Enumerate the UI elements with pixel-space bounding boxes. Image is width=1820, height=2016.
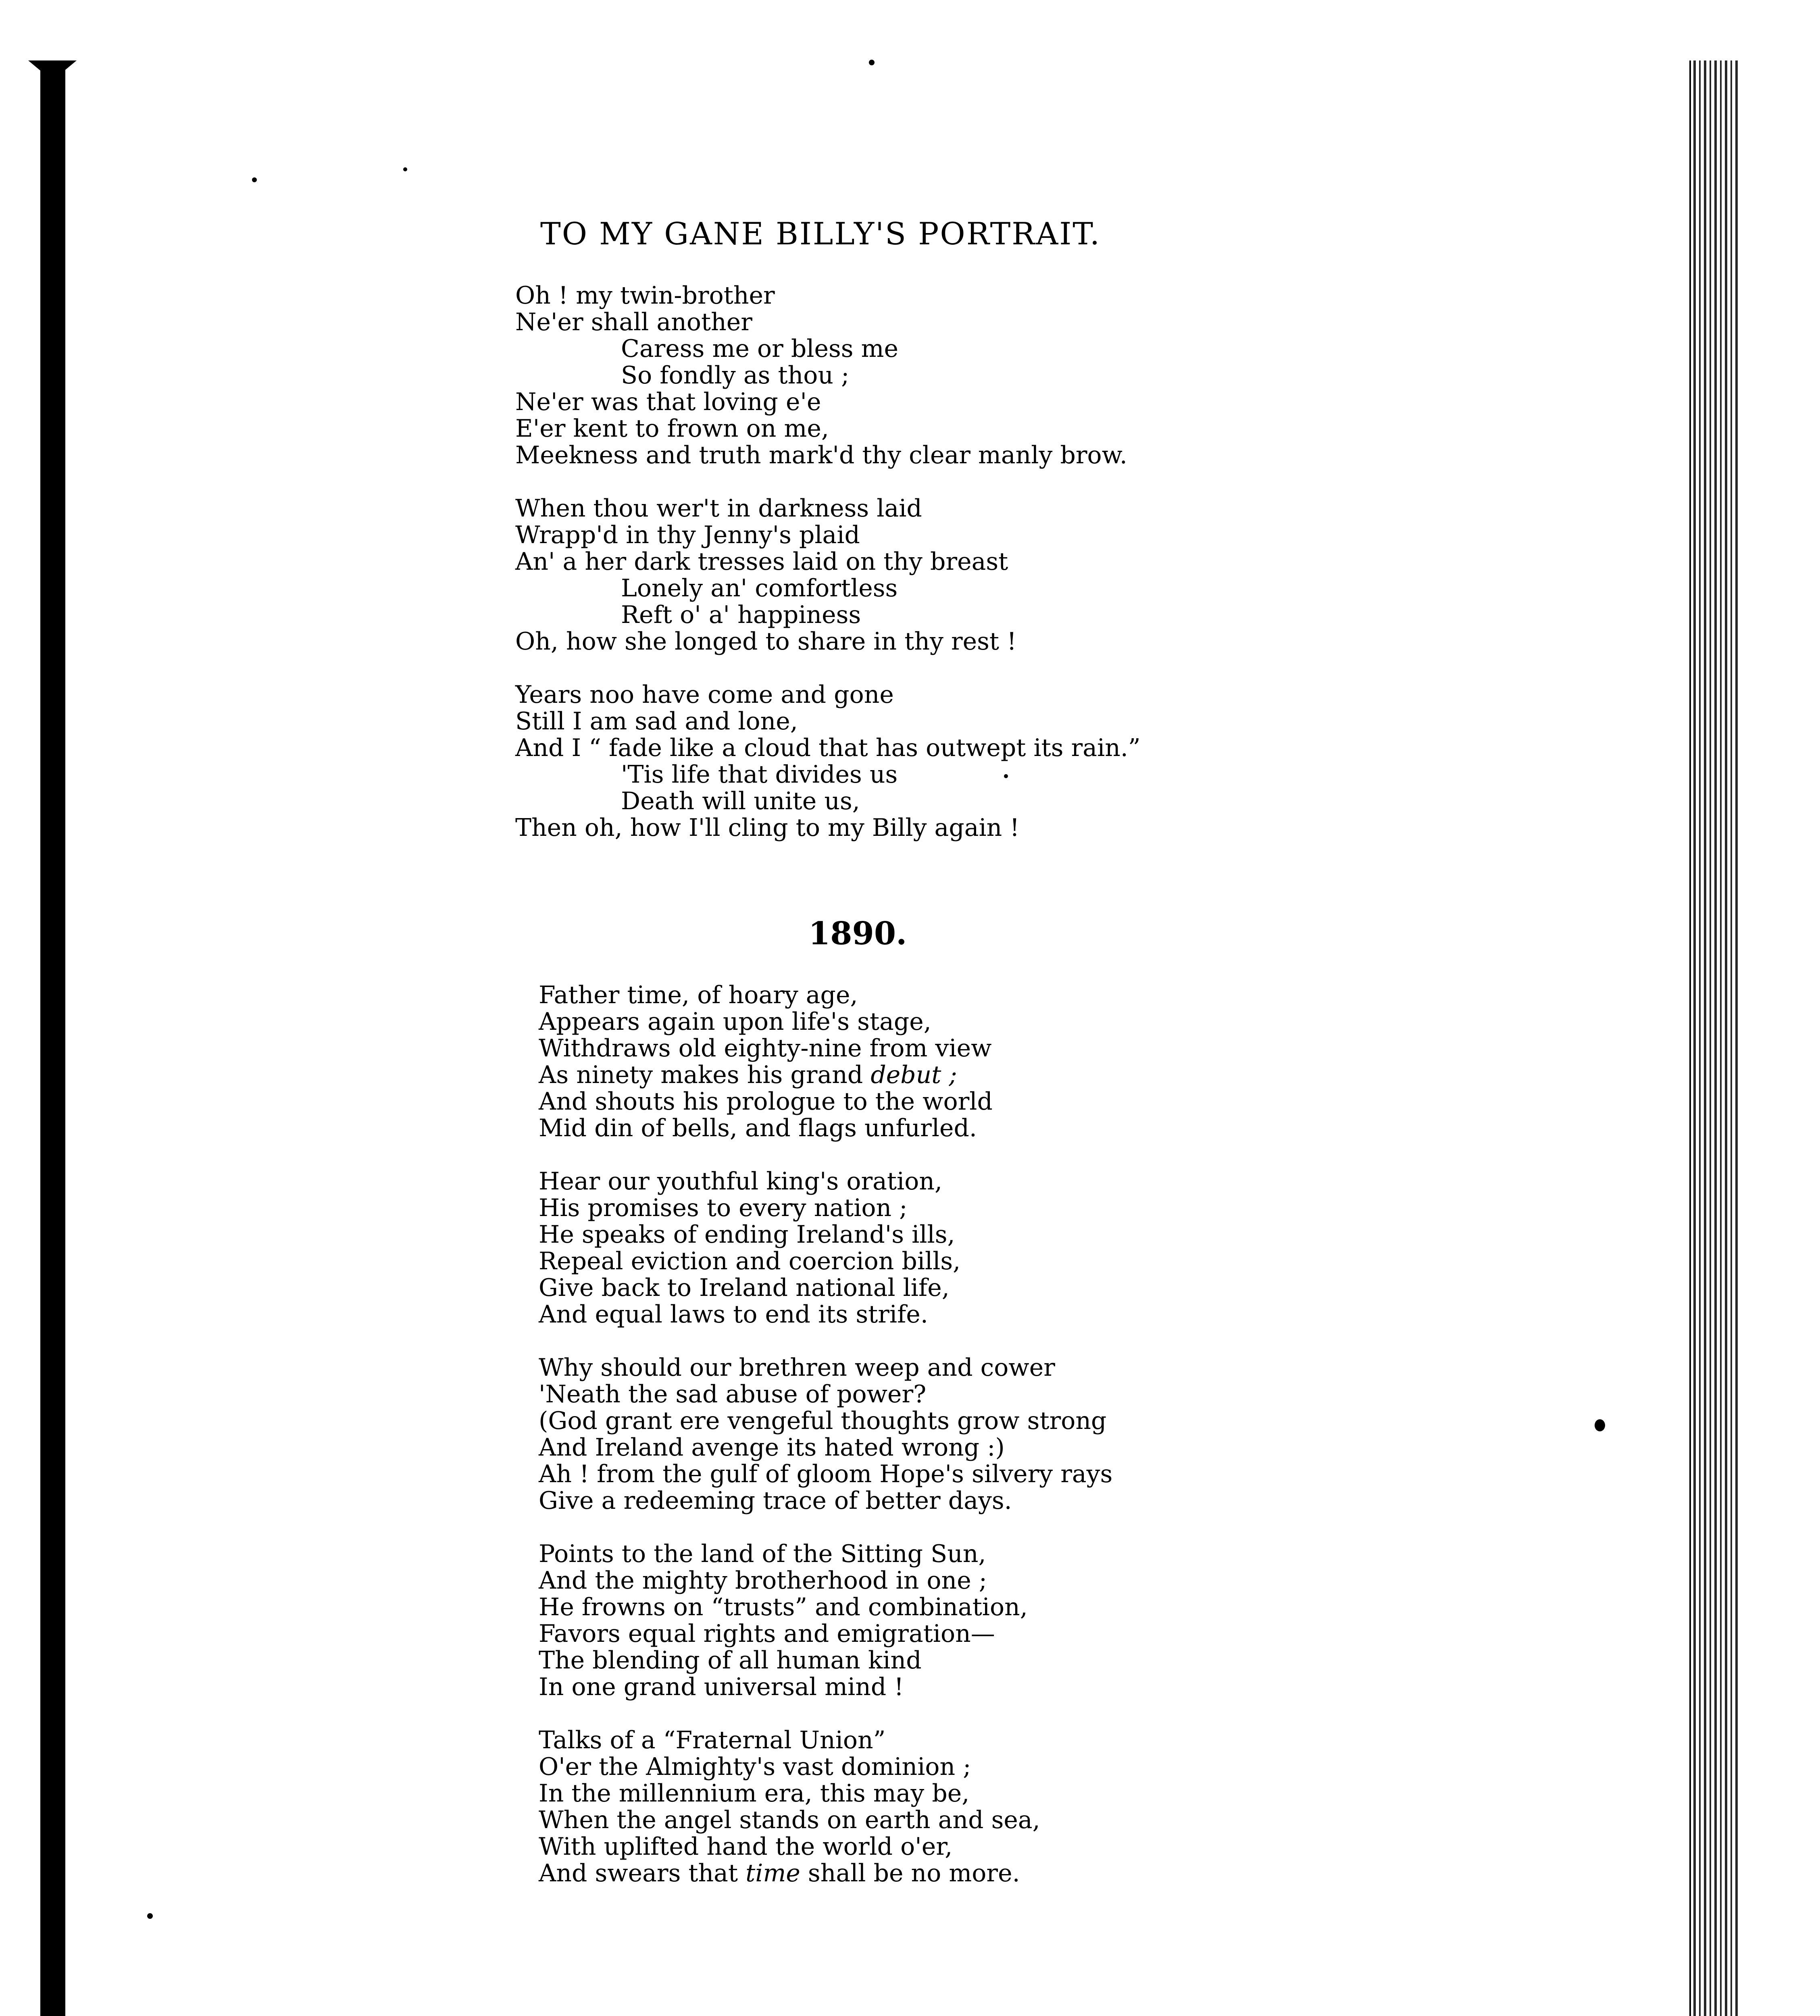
scan-speck — [869, 60, 875, 65]
poem-line-text: Reft o' a' happiness — [621, 601, 861, 629]
poem-line-text: Years noo have come and gone — [515, 681, 894, 709]
poem-title: 1890. — [808, 915, 907, 952]
poem-line-text: Ah ! from the gulf of gloom Hope's silvery rays — [539, 1460, 1113, 1488]
poem-line-text: Repeal eviction and coercion bills, — [539, 1247, 961, 1275]
poem-line-text: And shouts his prologue to the world — [539, 1087, 993, 1116]
poem-line-text: Points to the land of the Sitting Sun, — [539, 1540, 986, 1568]
poem-line — [539, 1408, 1112, 1434]
poem-line-text: And equal laws to end its strife. — [539, 1300, 928, 1329]
poem-line — [515, 548, 1141, 575]
poem-title: TO MY GANE BILLY'S PORTRAIT. — [540, 216, 1101, 252]
poem-body — [515, 282, 1141, 841]
poem-stanza — [539, 1168, 1112, 1328]
poem-line-text: An' a her dark tresses laid on thy breast — [515, 548, 1008, 576]
poem-line-text: And swears that — [539, 1859, 746, 1887]
poem-stanza — [539, 1727, 1112, 1887]
binding-shadow-left — [40, 65, 65, 2016]
poem-line — [539, 1008, 1112, 1035]
poem-line-text: Withdraws old eighty-nine from view — [539, 1034, 992, 1062]
poem-line-emphasis: time — [745, 1859, 800, 1887]
poem-line — [539, 1035, 1112, 1062]
poem-line — [539, 1221, 1112, 1248]
poem-line — [515, 362, 1141, 389]
poem-line — [515, 415, 1141, 442]
poem-line — [515, 628, 1141, 655]
poem-line — [515, 708, 1141, 735]
poem-line-text: When the angel stands on earth and sea, — [539, 1806, 1040, 1834]
poem-stanza — [539, 1541, 1112, 1700]
poem-line-text: shall be no more. — [800, 1859, 1020, 1887]
poem-line — [539, 1168, 1112, 1195]
poem-stanza — [539, 982, 1112, 1141]
poem-line — [539, 1567, 1112, 1594]
poem-line-text: He speaks of ending Ireland's ills, — [539, 1220, 955, 1249]
poem-line — [539, 1674, 1112, 1700]
poem-body — [539, 982, 1112, 1887]
poem-line-text: Oh ! my twin-brother — [515, 281, 775, 310]
poem-line-text: 'Neath the sad abuse of power? — [539, 1380, 927, 1408]
poem-line — [539, 1833, 1112, 1860]
scan-speck — [252, 177, 257, 182]
poem-line-emphasis: debut ; — [870, 1061, 957, 1089]
poem-line-text: 'Tis life that divides us — [621, 760, 898, 789]
poem-line-text: And Ireland avenge its hated wrong :) — [539, 1433, 1005, 1462]
page-edge-right — [1689, 60, 1691, 2016]
poem-line — [539, 1620, 1112, 1647]
poem-line — [539, 1487, 1112, 1514]
poem-line-text: Why should our brethren weep and cower — [539, 1354, 1055, 1382]
poem-line — [539, 1647, 1112, 1674]
poem-line-text: O'er the Almighty's vast dominion ; — [539, 1753, 971, 1781]
poem-line — [539, 1461, 1112, 1487]
poem-line-text: Ne'er was that loving e'e — [515, 388, 821, 416]
poem-line-text: In the millennium era, this may be, — [539, 1779, 970, 1808]
poem-line-text: Death will unite us, — [621, 787, 860, 815]
poem-line-text: Lonely an' comfortless — [621, 574, 898, 602]
poem-line — [515, 389, 1141, 415]
poem-line-text: Hear our youthful king's oration, — [539, 1167, 943, 1195]
poem-line — [515, 282, 1141, 309]
poem-line-text: Oh, how she longed to share in thy rest ! — [515, 627, 1017, 656]
poem-line-text: Then oh, how I'll cling to my Billy again ! — [515, 814, 1020, 842]
poem-line — [515, 814, 1141, 841]
poem-line — [539, 1275, 1112, 1301]
poem-line-text: Father time, of hoary age, — [539, 981, 858, 1009]
poem-line-text: When thou wer't in darkness laid — [515, 494, 922, 523]
poem-line — [515, 788, 1141, 814]
poem-line-text: The blending of all human kind — [539, 1646, 922, 1674]
poem-stanza — [515, 681, 1141, 841]
scan-speck — [403, 167, 407, 171]
scan-speck — [1595, 1419, 1605, 1431]
poem-line — [515, 735, 1141, 761]
poem-line-text: And I “ fade like a cloud that has outwept its rain.” — [515, 734, 1141, 762]
poem-line — [539, 1727, 1112, 1754]
poem-line-text: With uplifted hand the world o'er, — [539, 1833, 953, 1861]
poem-line-text: Meekness and truth mark'd thy clear manly brow. — [515, 441, 1127, 469]
poem-line — [539, 1807, 1112, 1833]
poem-line — [539, 1062, 1112, 1088]
poem-line — [539, 1780, 1112, 1807]
poem-line — [539, 1541, 1112, 1567]
poem-line — [539, 1754, 1112, 1780]
poem-line-text: Ne'er shall another — [515, 308, 752, 336]
poem-line — [539, 1088, 1112, 1115]
binding-shadow-right — [1693, 60, 1738, 2016]
poem-line-text: Give back to Ireland national life, — [539, 1274, 950, 1302]
poem-line-text: So fondly as thou ; — [621, 361, 850, 389]
poem-line — [539, 1301, 1112, 1328]
poem-line-text: Talks of a “Fraternal Union” — [539, 1726, 886, 1754]
scan-speck — [147, 1913, 153, 1919]
poem-line — [515, 309, 1141, 335]
poem-line-text: Appears again upon life's stage, — [539, 1008, 931, 1036]
poem-line-text: His promises to every nation ; — [539, 1194, 908, 1222]
poem-line-text: And the mighty brotherhood in one ; — [539, 1566, 987, 1595]
poem-line-text: As ninety makes his grand — [539, 1061, 871, 1089]
poem-line-text: Wrapp'd in thy Jenny's plaid — [515, 521, 860, 549]
poem-line — [539, 1860, 1112, 1887]
poem-line — [539, 1115, 1112, 1141]
poem-line — [515, 761, 1141, 788]
poem-line — [515, 495, 1141, 522]
poem-line — [539, 1354, 1112, 1381]
poem-line — [539, 1434, 1112, 1461]
poem-stanza — [515, 282, 1141, 469]
poem-line — [515, 335, 1141, 362]
poem-line — [515, 442, 1141, 469]
poem-line-text: (God grant ere vengeful thoughts grow strong — [539, 1407, 1107, 1435]
poem-line — [539, 1381, 1112, 1408]
poem-line-text: Give a redeeming trace of better days. — [539, 1487, 1012, 1515]
poem-line — [515, 602, 1141, 628]
poem-stanza — [515, 495, 1141, 655]
poem-line-text: Caress me or bless me — [621, 335, 899, 363]
poem-stanza — [539, 1354, 1112, 1514]
poem-line — [539, 982, 1112, 1008]
poem-line-text: In one grand universal mind ! — [539, 1673, 904, 1701]
poem-line — [539, 1248, 1112, 1275]
poem-line — [515, 522, 1141, 548]
poem-line — [539, 1195, 1112, 1221]
poem-line-text: Mid din of bells, and flags unfurled. — [539, 1114, 977, 1142]
poem-line — [539, 1594, 1112, 1620]
poem-line-text: E'er kent to frown on me, — [515, 414, 829, 443]
poem-line-text: Favors equal rights and emigration— — [539, 1620, 995, 1648]
poem-line-text: He frowns on “trusts” and combination, — [539, 1593, 1028, 1621]
poem-line — [515, 575, 1141, 602]
poem-line — [515, 681, 1141, 708]
poem-line-text: Still I am sad and lone, — [515, 707, 798, 735]
